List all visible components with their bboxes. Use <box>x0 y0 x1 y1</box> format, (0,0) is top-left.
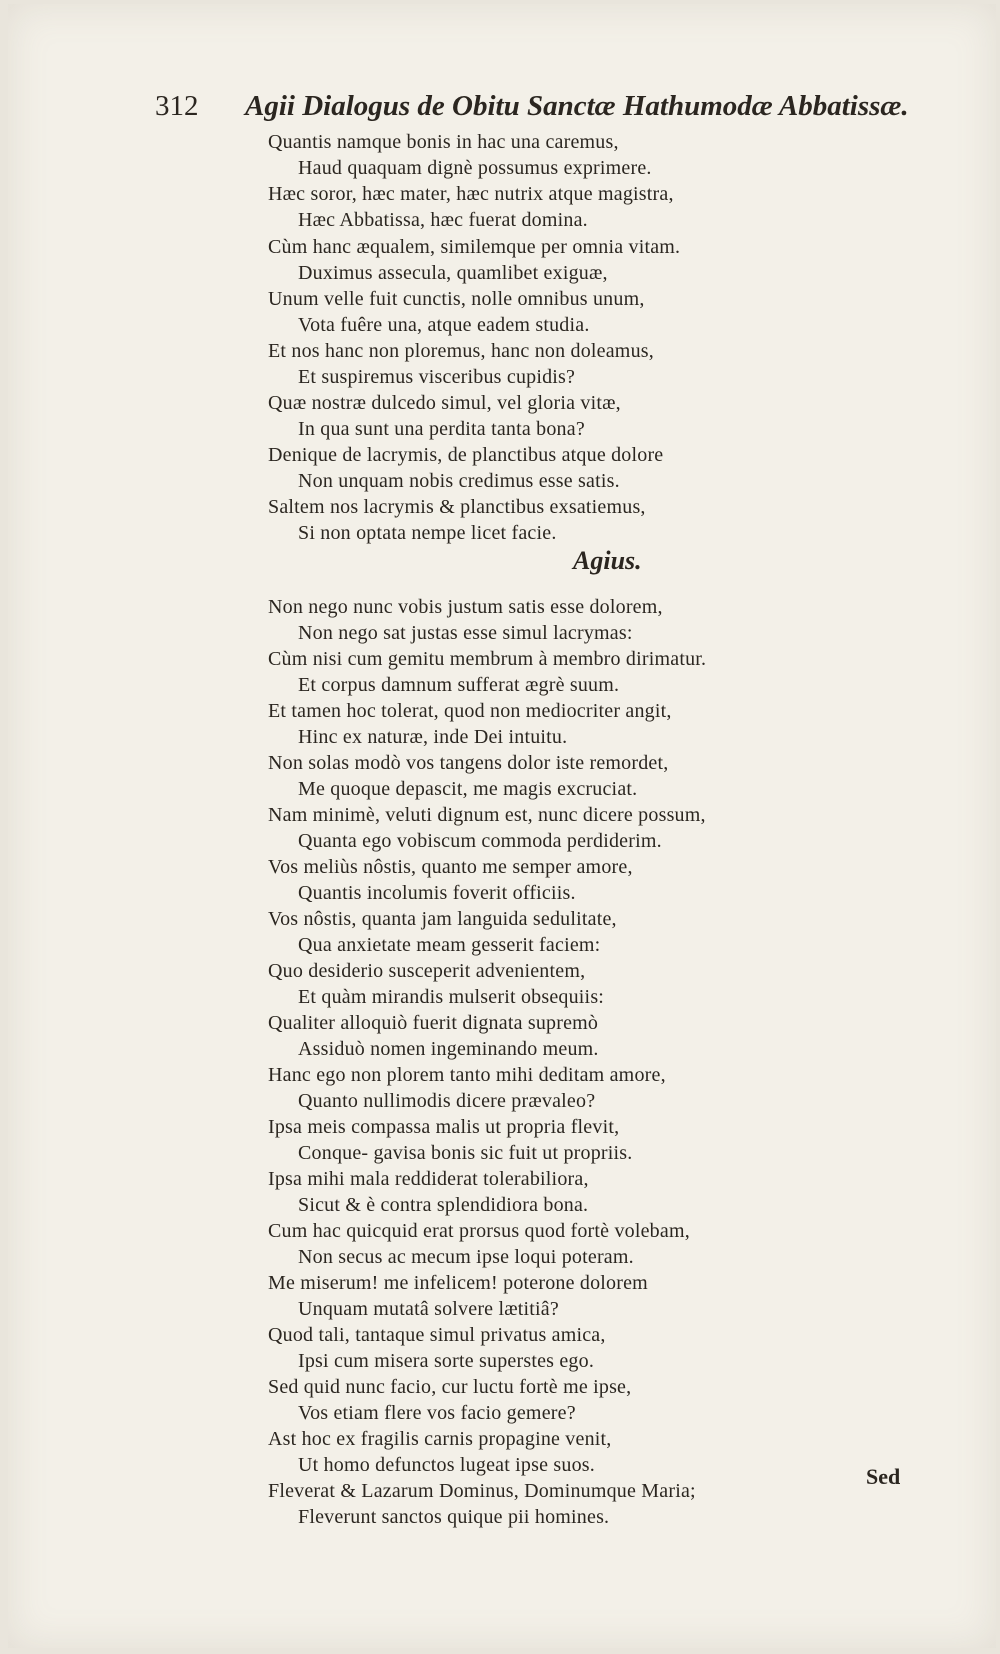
verse-line: Fleverat & Lazarum Dominus, Dominumque Maria; <box>268 1480 696 1502</box>
verse-line: Ipsa mihi mala reddiderat tolerabiliora, <box>268 1168 589 1190</box>
verse-line: Fleverunt sanctos quique pii homines. <box>298 1506 610 1528</box>
book-page <box>8 4 996 1648</box>
verse-line: Vos etiam flere vos facio gemere? <box>298 1402 576 1424</box>
speaker-heading: Agius. <box>573 546 642 575</box>
verse-line: Non nego nunc vobis justum satis esse dolorem, <box>268 596 663 618</box>
verse-line: Unum velle fuit cunctis, nolle omnibus unum, <box>268 288 645 310</box>
verse-line: Ast hoc ex fragilis carnis propagine venit, <box>268 1428 612 1450</box>
verse-line: Cùm nisi cum gemitu membrum à membro dirimatur. <box>268 648 707 670</box>
verse-line: Hæc Abbatissa, hæc fuerat domina. <box>298 209 588 231</box>
verse-line: Cum hac quicquid erat prorsus quod fortè volebam, <box>268 1220 690 1242</box>
verse-line: Quantis namque bonis in hac una caremus, <box>268 131 619 153</box>
verse-line: Hanc ego non plorem tanto mihi deditam amore, <box>268 1064 666 1086</box>
verse-line: Cùm hanc æqualem, similemque per omnia vitam. <box>268 236 681 258</box>
verse-line: Vos meliùs nôstis, quanto me semper amore, <box>268 856 633 878</box>
verse-line: Et nos hanc non ploremus, hanc non doleamus, <box>268 340 654 362</box>
verse-line: Non secus ac mecum ipse loqui poteram. <box>298 1246 634 1268</box>
verse-line: Non unquam nobis credimus esse satis. <box>298 470 620 492</box>
verse-line: Me miserum! me infelicem! poterone dolorem <box>268 1272 648 1294</box>
verse-line: Ut homo defunctos lugeat ipse suos. <box>298 1454 595 1476</box>
verse-line: Sed quid nunc facio, cur luctu fortè me ipse, <box>268 1376 632 1398</box>
verse-line: Quanto nullimodis dicere prævaleo? <box>298 1090 596 1112</box>
verse-line: Unquam mutatâ solvere lætitiâ? <box>298 1298 559 1320</box>
page-number: 312 <box>155 90 199 122</box>
verse-line: Et quàm mirandis mulserit obsequiis: <box>298 986 605 1008</box>
verse-line: Duximus assecula, quamlibet exiguæ, <box>298 262 608 284</box>
verse-line: Si non optata nempe licet facie. <box>298 522 557 544</box>
verse-line: Vota fuêre una, atque eadem studia. <box>298 314 590 336</box>
catchword: Sed <box>866 1464 901 1489</box>
verse-line: In qua sunt una perdita tanta bona? <box>298 418 585 440</box>
verse-line: Saltem nos lacrymis & planctibus exsatiemus, <box>268 496 646 518</box>
verse-line: Hinc ex naturæ, inde Dei intuitu. <box>298 726 568 748</box>
verse-line: Denique de lacrymis, de planctibus atque dolore <box>268 444 664 466</box>
verse-line: Assiduò nomen ingeminando meum. <box>298 1038 599 1060</box>
verse-line: Quo desiderio susceperit advenientem, <box>268 960 586 982</box>
page-header <box>155 86 909 132</box>
verse-line: Haud quaquam dignè possumus exprimere. <box>298 157 652 179</box>
verse-line: Quod tali, tantaque simul privatus amica, <box>268 1324 606 1346</box>
verse-line: Non nego sat justas esse simul lacrymas: <box>298 622 633 644</box>
verse-line: Et corpus damnum sufferat ægrè suum. <box>298 674 620 696</box>
verse-line: Me quoque depascit, me magis excruciat. <box>298 778 638 800</box>
verse-line: Sicut & è contra splendidiora bona. <box>298 1194 589 1216</box>
running-title: Agii Dialogus de Obitu Sanctæ Hathumodæ Abbatissæ. <box>245 90 909 122</box>
verse-line: Nam minimè, veluti dignum est, nunc dicere possum, <box>268 804 706 826</box>
verse-line: Quanta ego vobiscum commoda perdiderim. <box>298 830 662 852</box>
verse-line: Ipsa meis compassa malis ut propria flevit, <box>268 1116 620 1138</box>
verse-line: Ipsi cum misera sorte superstes ego. <box>298 1350 595 1372</box>
verse-line: Quæ nostræ dulcedo simul, vel gloria vitæ, <box>268 392 621 414</box>
verse-line: Hæc soror, hæc mater, hæc nutrix atque magistra, <box>268 183 674 205</box>
verse-line: Non solas modò vos tangens dolor iste remordet, <box>268 752 669 774</box>
verse-line: Qualiter alloquiò fuerit dignata supremò <box>268 1012 599 1034</box>
verse-line: Et tamen hoc tolerat, quod non mediocriter angit, <box>268 700 672 722</box>
verse-line: Et suspiremus visceribus cupidis? <box>298 366 576 388</box>
verse-line: Qua anxietate meam gesserit faciem: <box>298 934 601 956</box>
verse-line: Quantis incolumis foverit officiis. <box>298 882 576 904</box>
verse-line: Vos nôstis, quanta jam languida sedulitate, <box>268 908 617 930</box>
verse-line: Conque- gavisa bonis sic fuit ut propriis. <box>298 1142 633 1164</box>
